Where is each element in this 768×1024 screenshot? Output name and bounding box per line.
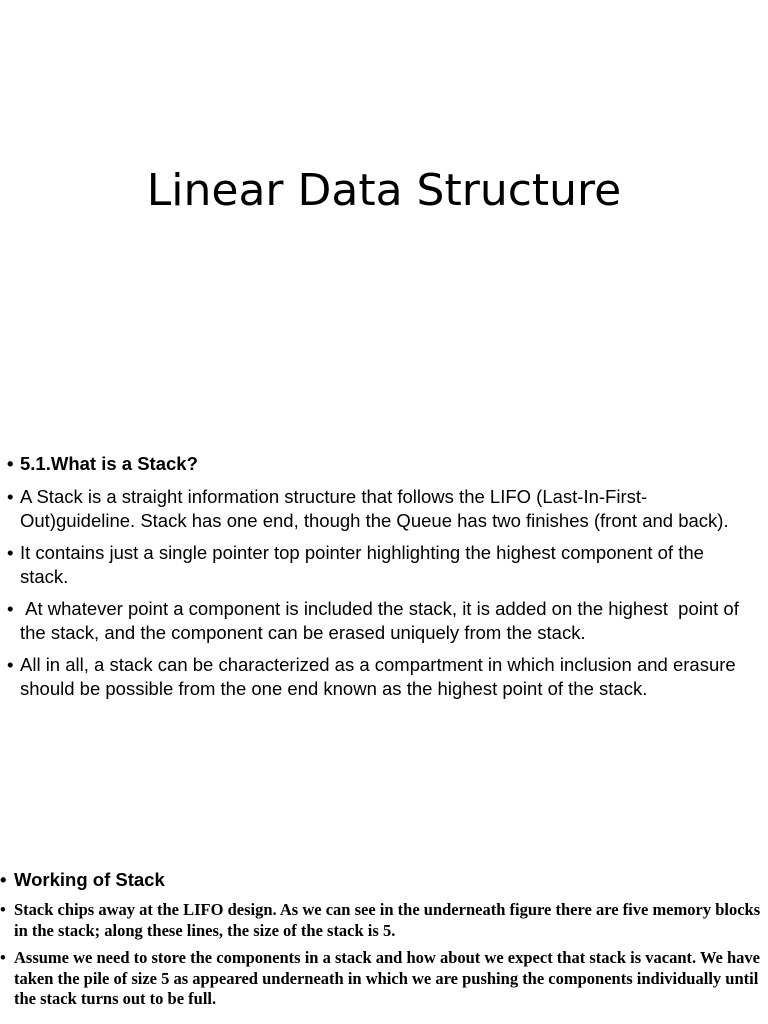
- list-item: [7, 485, 748, 534]
- list-item: [0, 868, 764, 892]
- stack-working-list: [0, 868, 764, 1017]
- bullet-text: A Stack is a straight information structure that follows the LIFO (Last-In-First-Out)guideline. Stack has one end, though the Queue has two finishes (front and back).: [20, 485, 729, 531]
- bullet-icon: •: [0, 869, 7, 890]
- slide-title: Linear Data Structure: [146, 165, 622, 216]
- bullet-icon: •: [0, 900, 6, 919]
- list-item: [7, 653, 748, 702]
- bullet-icon: •: [7, 653, 14, 675]
- bullet-icon: •: [7, 453, 14, 474]
- bullet-icon: •: [7, 597, 14, 619]
- bullet-icon: •: [0, 948, 6, 967]
- bullet-text: Stack chips away at the LIFO design. As we can see in the underneath figure there are five memory blocks in the stack; along these lines, the size of the stack is 5.: [14, 900, 761, 940]
- list-item: [0, 900, 764, 941]
- list-item: [7, 452, 748, 477]
- list-item: [7, 541, 748, 590]
- bullet-text: It contains just a single pointer top pointer highlighting the highest component of the stack.: [20, 541, 704, 587]
- section-heading: 5.1.What is a Stack?: [20, 453, 198, 474]
- bullet-icon: •: [7, 485, 14, 507]
- bullet-text: All in all, a stack can be characterized as a compartment in which inclusion and erasure should be possible from the one end known as the highest point of the stack.: [20, 653, 736, 699]
- bullet-icon: •: [7, 541, 14, 563]
- bullet-text: At whatever point a component is included the stack, it is added on the highest point of the stack, and the component can be erased uniquely from the stack.: [20, 597, 745, 643]
- stack-definition-list: [7, 452, 748, 709]
- list-item: [0, 948, 764, 1010]
- bullet-text: Assume we need to store the components in a stack and how about we expect that stack is vacant. We have taken the pile of size 5 as appeared underneath in which we are pushing the components individually until the stack turns out to be full.: [14, 948, 761, 1008]
- list-item: [7, 597, 748, 646]
- section-heading: Working of Stack: [14, 869, 165, 890]
